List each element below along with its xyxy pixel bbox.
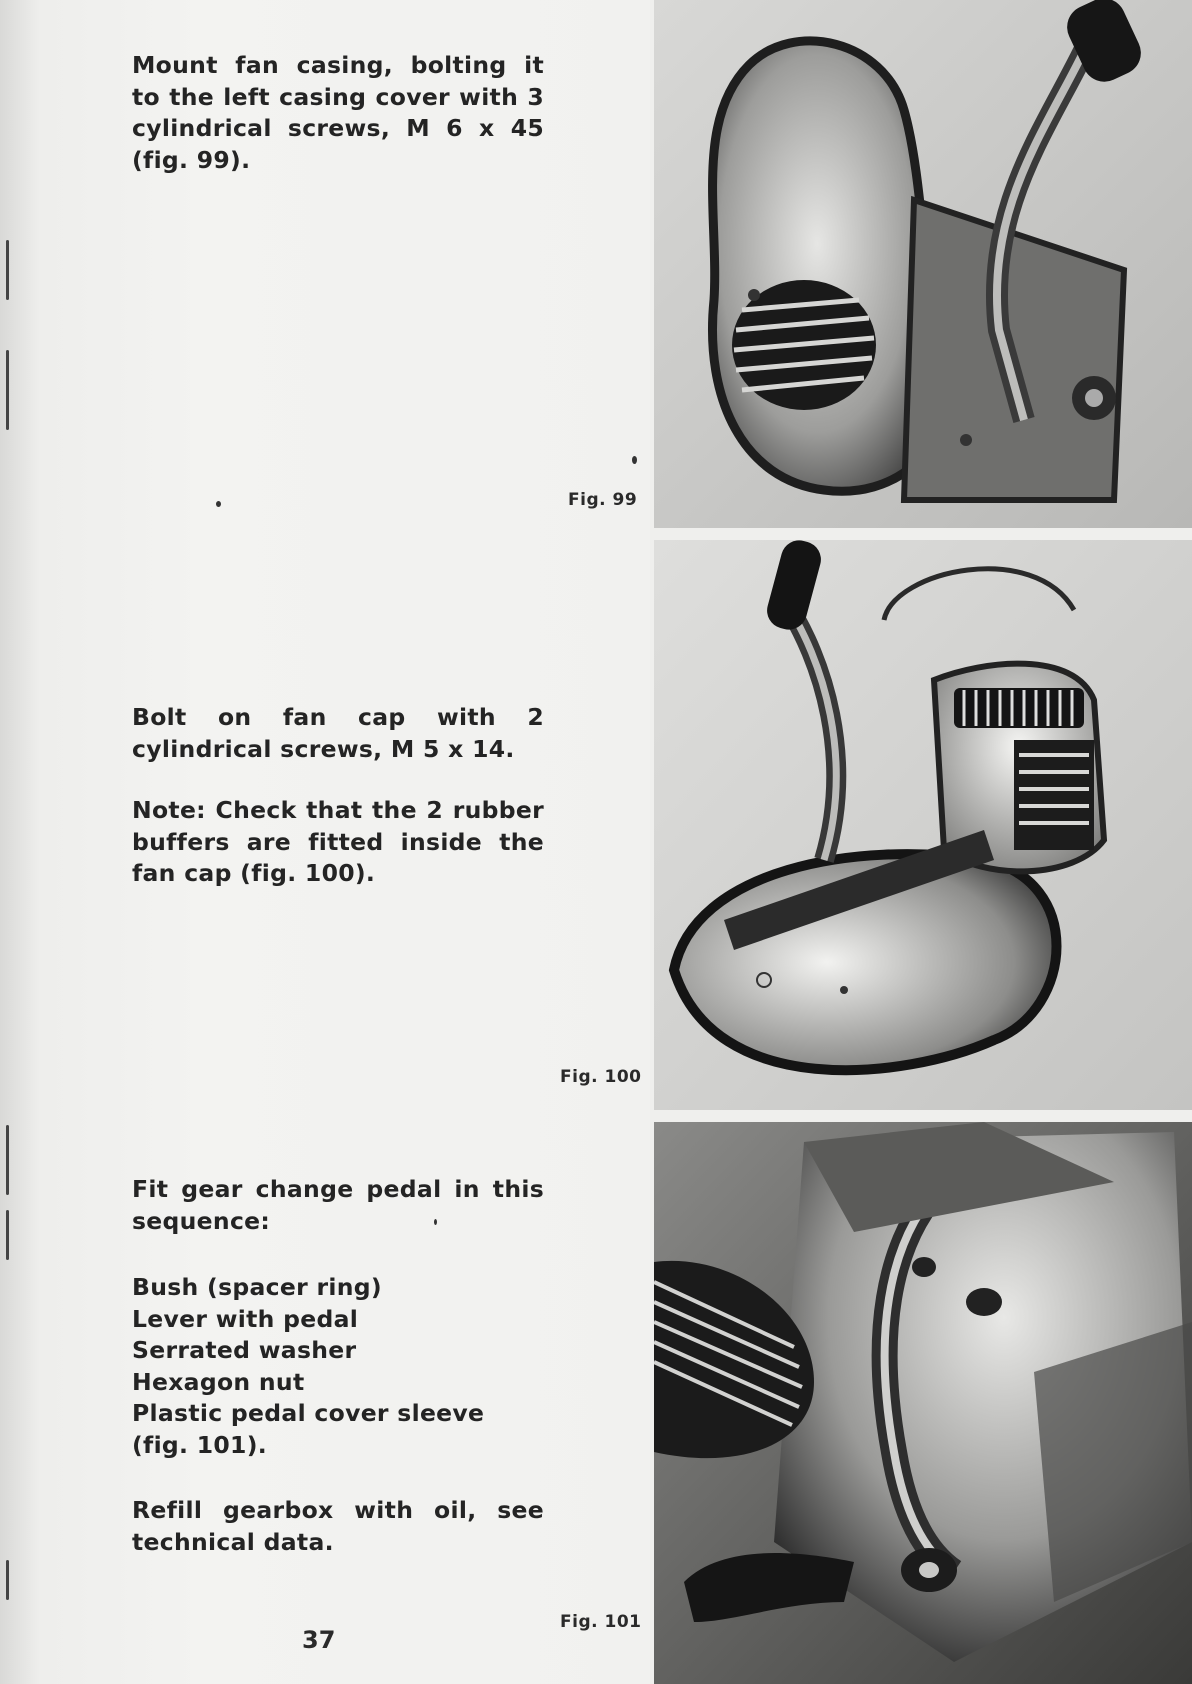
figure-caption: Fig. 100 <box>560 1067 642 1087</box>
note-paragraph <box>132 795 544 890</box>
instruction-fan-casing <box>132 50 544 176</box>
page-number: 37 <box>302 1626 336 1654</box>
figure-caption: Fig. 99 <box>568 490 638 510</box>
binding-edge <box>6 0 12 1684</box>
list-item: Bush (spacer ring) <box>132 1273 382 1301</box>
instruction-refill <box>132 1495 544 1558</box>
list-item: Lever with pedal <box>132 1304 359 1333</box>
print-speck <box>632 456 637 464</box>
note-label: Note: <box>132 796 206 824</box>
print-speck <box>216 501 221 507</box>
list-item: (fig. 101). <box>132 1430 267 1459</box>
list-item: Serrated washer <box>132 1336 357 1364</box>
instruction-text: Fit gear change pedal in this sequence: <box>132 1175 544 1235</box>
instruction-text: Mount fan casing, bolting it to the left casing cover with 3 cylindrical screws, M 6 x 45 (fig. 99). <box>132 51 544 174</box>
figure-caption: Fig. 101 <box>560 1612 642 1632</box>
note-text: Check that the 2 rubber buffers are fitted inside the fan cap (fig. 100). <box>132 796 545 887</box>
fan-cap-engine-photo <box>654 540 1192 1110</box>
sequence-list <box>132 1272 544 1461</box>
list-item: Plastic pedal cover sleeve <box>132 1399 485 1427</box>
instruction-text: Bolt on fan cap with 2 cylindrical screws, M 5 x 14. <box>132 703 544 763</box>
refill-text: Refill gearbox with oil, see technical data. <box>132 1496 544 1556</box>
print-speck <box>434 1219 437 1225</box>
fan-casing-photo <box>654 0 1192 528</box>
instruction-fan-cap <box>132 702 544 890</box>
list-item: Hexagon nut <box>132 1367 305 1396</box>
instruction-gear-pedal <box>132 1174 544 1237</box>
gear-change-pedal-photo <box>654 1122 1192 1684</box>
